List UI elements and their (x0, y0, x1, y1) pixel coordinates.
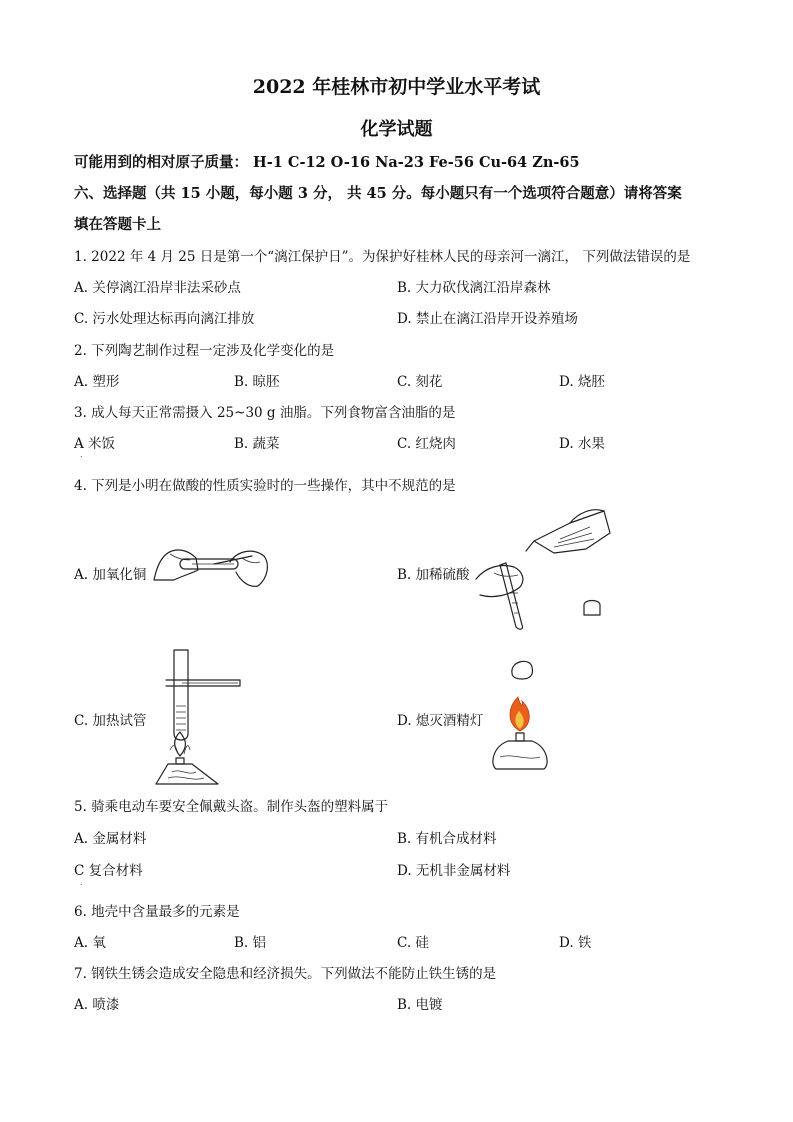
section-instructions-line1: 六、选择题（共 15 小题，每小题 3 分， 共 45 分。每小题只有一个选项符合题意）请将答案 (74, 185, 682, 202)
q4-option-d: D. 熄灭酒精灯 (397, 713, 484, 729)
exam-title: 2022 年桂林市初中学业水平考试 (252, 76, 541, 98)
question-7-stem: 7. 钢铁生锈会造成安全隐患和经济损失。下列做法不能防止铁生锈的是 (74, 966, 497, 982)
atomic-masses: 可能用到的相对原子质量： H-1 C-12 O-16 Na-23 Fe-56 Cu-64 Zn-65 (74, 154, 580, 171)
q2-option-a: A. 塑形 (74, 374, 120, 390)
q5-option-b: B. 有机合成材料 (397, 831, 497, 847)
q6-option-b: B. 铝 (234, 935, 267, 951)
q1-option-c: C. 污水处理达标再向漓江排放 (74, 311, 255, 327)
q2-option-d: D. 烧胚 (559, 374, 605, 390)
extinguish-lamp-icon (488, 653, 553, 773)
q3-option-a: A 米饭 (74, 436, 116, 452)
heating-test-tube-icon (152, 646, 247, 791)
hands-test-tube-icon (152, 540, 272, 590)
stray-mark: . (80, 878, 83, 887)
q3-option-c: C. 红烧肉 (397, 436, 456, 452)
section-instructions-line2: 填在答题卡上 (74, 216, 161, 233)
q1-option-b: B. 大力砍伐漓江沿岸森林 (397, 280, 551, 296)
exam-subtitle: 化学试题 (360, 119, 433, 140)
question-2-stem: 2. 下列陶艺制作过程一定涉及化学变化的是 (74, 343, 335, 359)
q2-option-b: B. 晾胚 (234, 374, 280, 390)
q3-option-d: D. 水果 (559, 436, 605, 452)
pouring-acid-icon (474, 503, 614, 628)
q1-option-a: A. 关停漓江沿岸非法采砂点 (74, 280, 241, 296)
q7-option-a: A. 喷漆 (74, 997, 120, 1013)
q3-option-b: B. 蔬菜 (234, 436, 280, 452)
stray-mark: . (80, 450, 83, 459)
question-5-stem: 5. 骑乘电动车要安全佩戴头盗。制作头盔的塑料属于 (74, 799, 389, 815)
q2-option-c: C. 刻花 (397, 374, 443, 390)
q5-option-d: D. 无机非金属材料 (397, 863, 511, 879)
q6-option-c: C. 硅 (397, 935, 429, 951)
q5-option-a: A. 金属材料 (74, 831, 147, 847)
q5-option-c: C 复合材料 (74, 863, 143, 879)
q4-option-c: C. 加热试管 (74, 713, 147, 729)
question-3-stem: 3. 成人每天正常需摄入 25~30 g 油脂。下列食物富含油脂的是 (74, 405, 456, 421)
q1-option-d: D. 禁止在漓江沿岸开设养殖场 (397, 311, 578, 327)
question-1-stem: 1. 2022 年 4 月 25 日是第一个“漓江保护日”。为保护好桂林人民的母亲河一漓江， 下列做法错误的是 (74, 249, 691, 265)
question-6-stem: 6. 地壳中含量最多的元素是 (74, 904, 240, 920)
q6-option-d: D. 铁 (559, 935, 592, 951)
q4-option-b: B. 加稀硫酸 (397, 567, 470, 583)
question-4-stem: 4. 下列是小明在做酸的性质实验时的一些操作，其中不规范的是 (74, 478, 456, 494)
q7-option-b: B. 电镀 (397, 997, 443, 1013)
q4-option-a: A. 加氧化铜 (74, 567, 147, 583)
q6-option-a: A. 氧 (74, 935, 106, 951)
